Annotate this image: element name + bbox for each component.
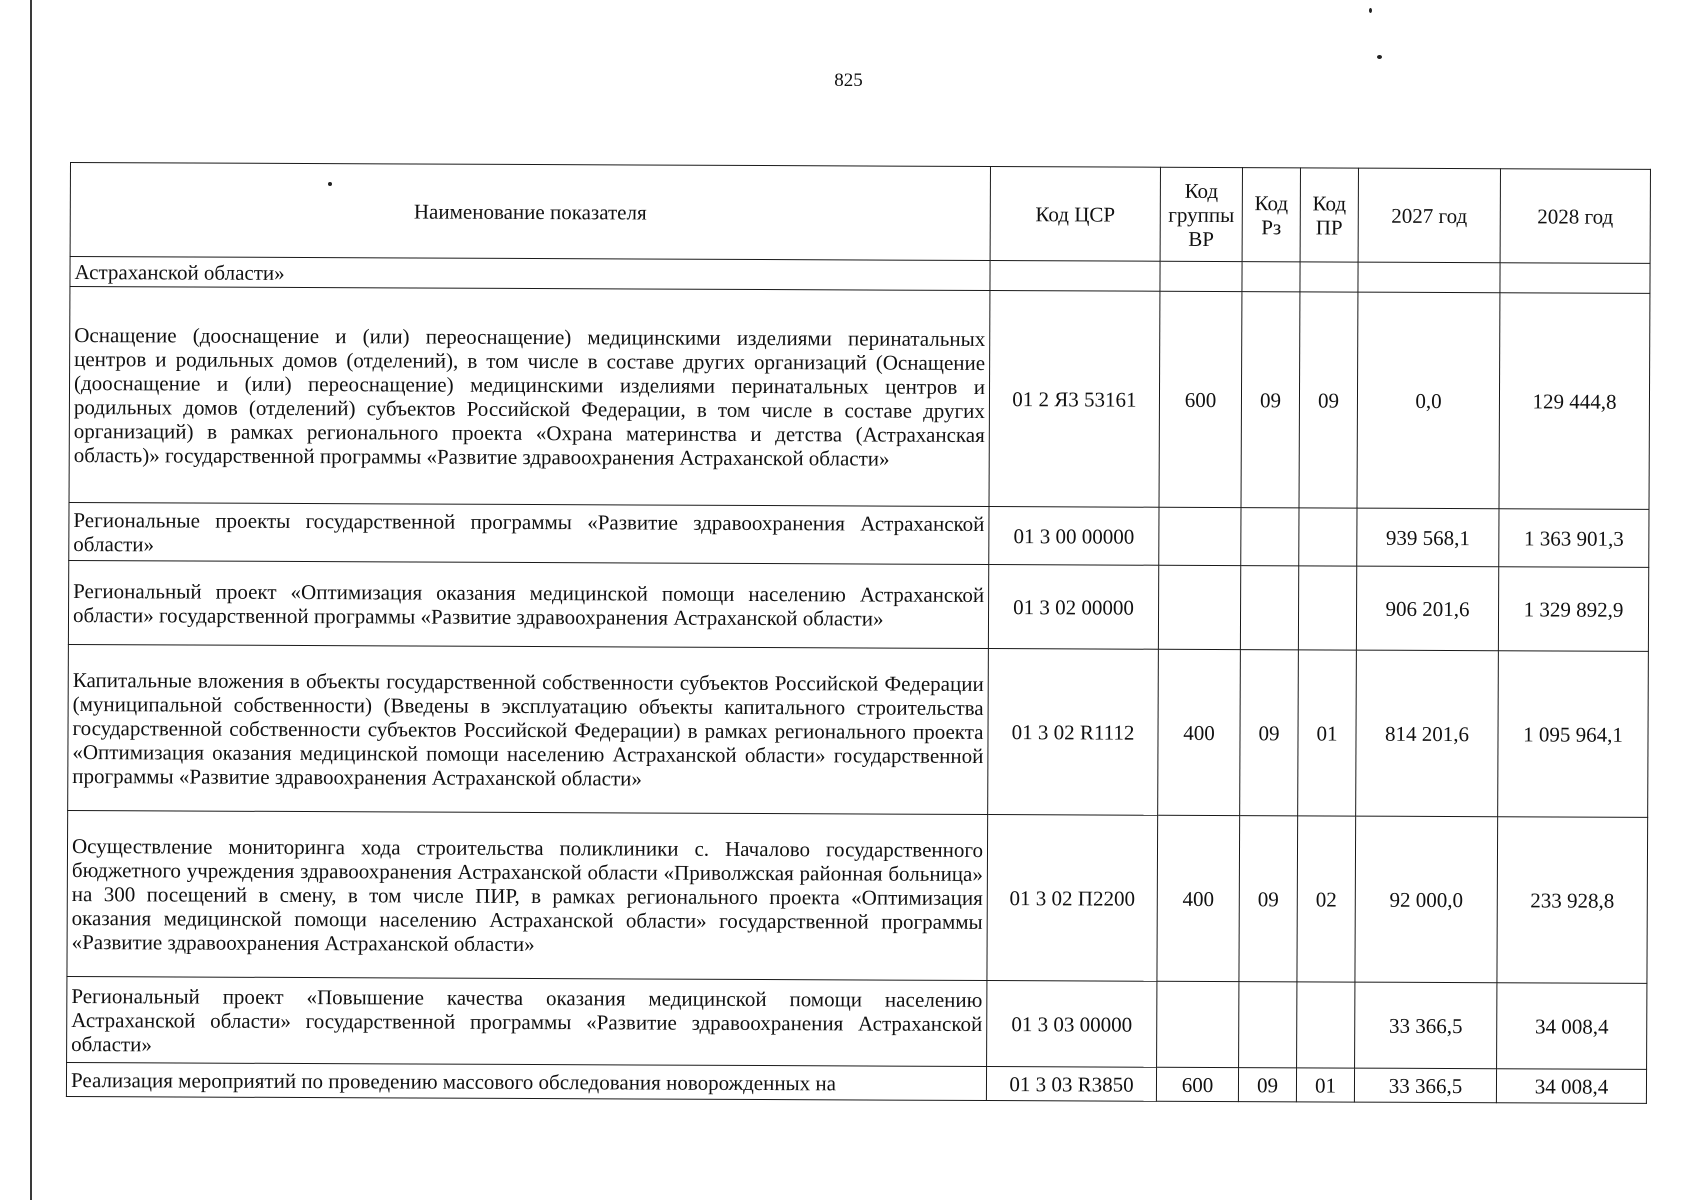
cell-name: Астраханской области» [70,257,990,291]
page-left-edge-line [30,0,32,1200]
cell-vr: 400 [1158,649,1241,815]
cell-pr: 01 [1296,1068,1354,1102]
scan-speck [1377,55,1382,59]
cell-2028: 1 363 901,3 [1499,509,1649,568]
cell-2027: 814 201,6 [1356,650,1499,817]
cell-csr: 01 3 02 00000 [988,565,1158,650]
cell-2028: 34 008,4 [1497,983,1647,1070]
cell-rz [1241,508,1299,566]
cell-csr: 01 3 02 R1112 [988,649,1159,816]
cell-2027 [1358,262,1500,293]
table-row [68,644,1649,817]
cell-pr [1297,982,1355,1068]
cell-vr [1158,565,1240,649]
cell-pr: 01 [1298,650,1357,816]
cell-2028: 233 928,8 [1497,817,1648,984]
cell-rz: 09 [1240,650,1299,816]
cell-name: Реализация мероприятий по проведению массового обследования новорожденных на [66,1062,986,1100]
cell-rz: 09 [1241,292,1300,508]
cell-pr: 09 [1299,292,1358,508]
cell-csr: 01 3 03 R3850 [986,1067,1156,1102]
table-row [69,502,1649,567]
cell-rz [1239,982,1297,1068]
table-row [67,976,1647,1069]
cell-csr: 01 2 Я3 53161 [989,291,1160,508]
header-2028: 2028 год [1500,169,1650,264]
cell-csr: 01 3 00 00000 [989,507,1159,566]
cell-rz: 09 [1238,1068,1296,1102]
table-row [68,560,1648,651]
cell-2027: 33 366,5 [1355,982,1497,1069]
cell-vr: 400 [1157,815,1240,981]
cell-pr [1299,508,1357,566]
cell-2028: 34 008,4 [1496,1069,1646,1104]
cell-csr: 01 3 02 П2200 [987,815,1158,982]
cell-vr [1159,507,1241,565]
cell-2027: 33 366,5 [1354,1068,1496,1103]
cell-csr [990,261,1160,292]
cell-pr: 02 [1297,816,1356,982]
page-number: 825 [834,70,863,91]
cell-2027: 939 568,1 [1357,508,1499,567]
cell-rz [1242,262,1300,292]
cell-name: Региональные проекты государственной программы «Развитие здравоохранения Астраханской области» [69,502,989,564]
header-vr: Код группы ВР [1160,167,1242,261]
cell-name: Региональный проект «Оптимизация оказания медицинской помощи населению Астраханской области» государственной программы «Развитие здравоохранения Астраханской области» [68,560,988,648]
cell-2028: 1 329 892,9 [1498,567,1648,652]
table-row [69,287,1650,510]
cell-pr [1298,566,1356,650]
cell-name: Осуществление мониторинга хода строительства поликлиники с. Началово государственного бюджетного учреждения здравоохранения Астраханской области «Приволжская районная больница» на 300 посещений в смену, в том числе ПИР, в рамках регионального проекта «Оптимизация оказания медицинской помощи населению Астраханской области» государственной программы «Развитие здравоохранения Астраханской области» [67,810,988,980]
cell-2027: 92 000,0 [1355,816,1498,983]
cell-2027: 906 201,6 [1356,566,1498,651]
budget-table [66,162,1651,1104]
cell-2027: 0,0 [1357,292,1500,509]
cell-vr [1157,981,1239,1067]
table-row [67,810,1648,983]
header-rz: Код Рз [1242,168,1300,262]
scan-speck [1369,8,1372,13]
cell-rz: 09 [1239,816,1298,982]
cell-csr: 01 3 03 00000 [987,981,1157,1068]
cell-vr: 600 [1159,291,1242,507]
cell-vr [1160,261,1242,291]
cell-2028 [1500,263,1650,294]
table-row [66,1062,1646,1103]
cell-name: Оснащение (дооснащение и (или) переоснащение) медицинскими изделиями перинатальных центров и родильных домов (отделений), в том числе в составе других организаций (Оснащение (дооснащение и (или) переоснащение) медицинскими изделиями перинатальных центров и родильных домов (отделений) субъектов Российской Федерации, в том числе в составе других организаций) в рамках регионального проекта «Охрана материнства и детства (Астраханская область)» государственной программы «Развитие здравоохранения Астраханской области» [69,287,990,507]
cell-pr [1300,262,1358,292]
header-2027: 2027 год [1358,168,1500,263]
header-pr: Код ПР [1300,168,1358,262]
header-csr: Код ЦСР [990,167,1160,262]
header-name: Наименование показателя [70,163,990,261]
table-header-row [70,163,1650,264]
cell-name: Региональный проект «Повышение качества оказания медицинской помощи населению Астраханской области» государственной программы «Развитие здравоохранения Астраханской области» [67,976,987,1066]
cell-2028: 129 444,8 [1499,293,1650,510]
cell-2028: 1 095 964,1 [1498,651,1649,818]
cell-vr: 600 [1156,1067,1238,1101]
cell-name: Капитальные вложения в объекты государственной собственности субъектов Российской Федерации (муниципальной собственности) (Введены в эксплуатацию объекты капитального строительства государственной собственности субъектов Российской Федерации) в рамках регионального проекта «Оптимизация оказания медицинской помощи населению Астраханской области» государственной программы «Развитие здравоохранения Астраханской области» [68,644,989,814]
cell-rz [1240,566,1298,650]
